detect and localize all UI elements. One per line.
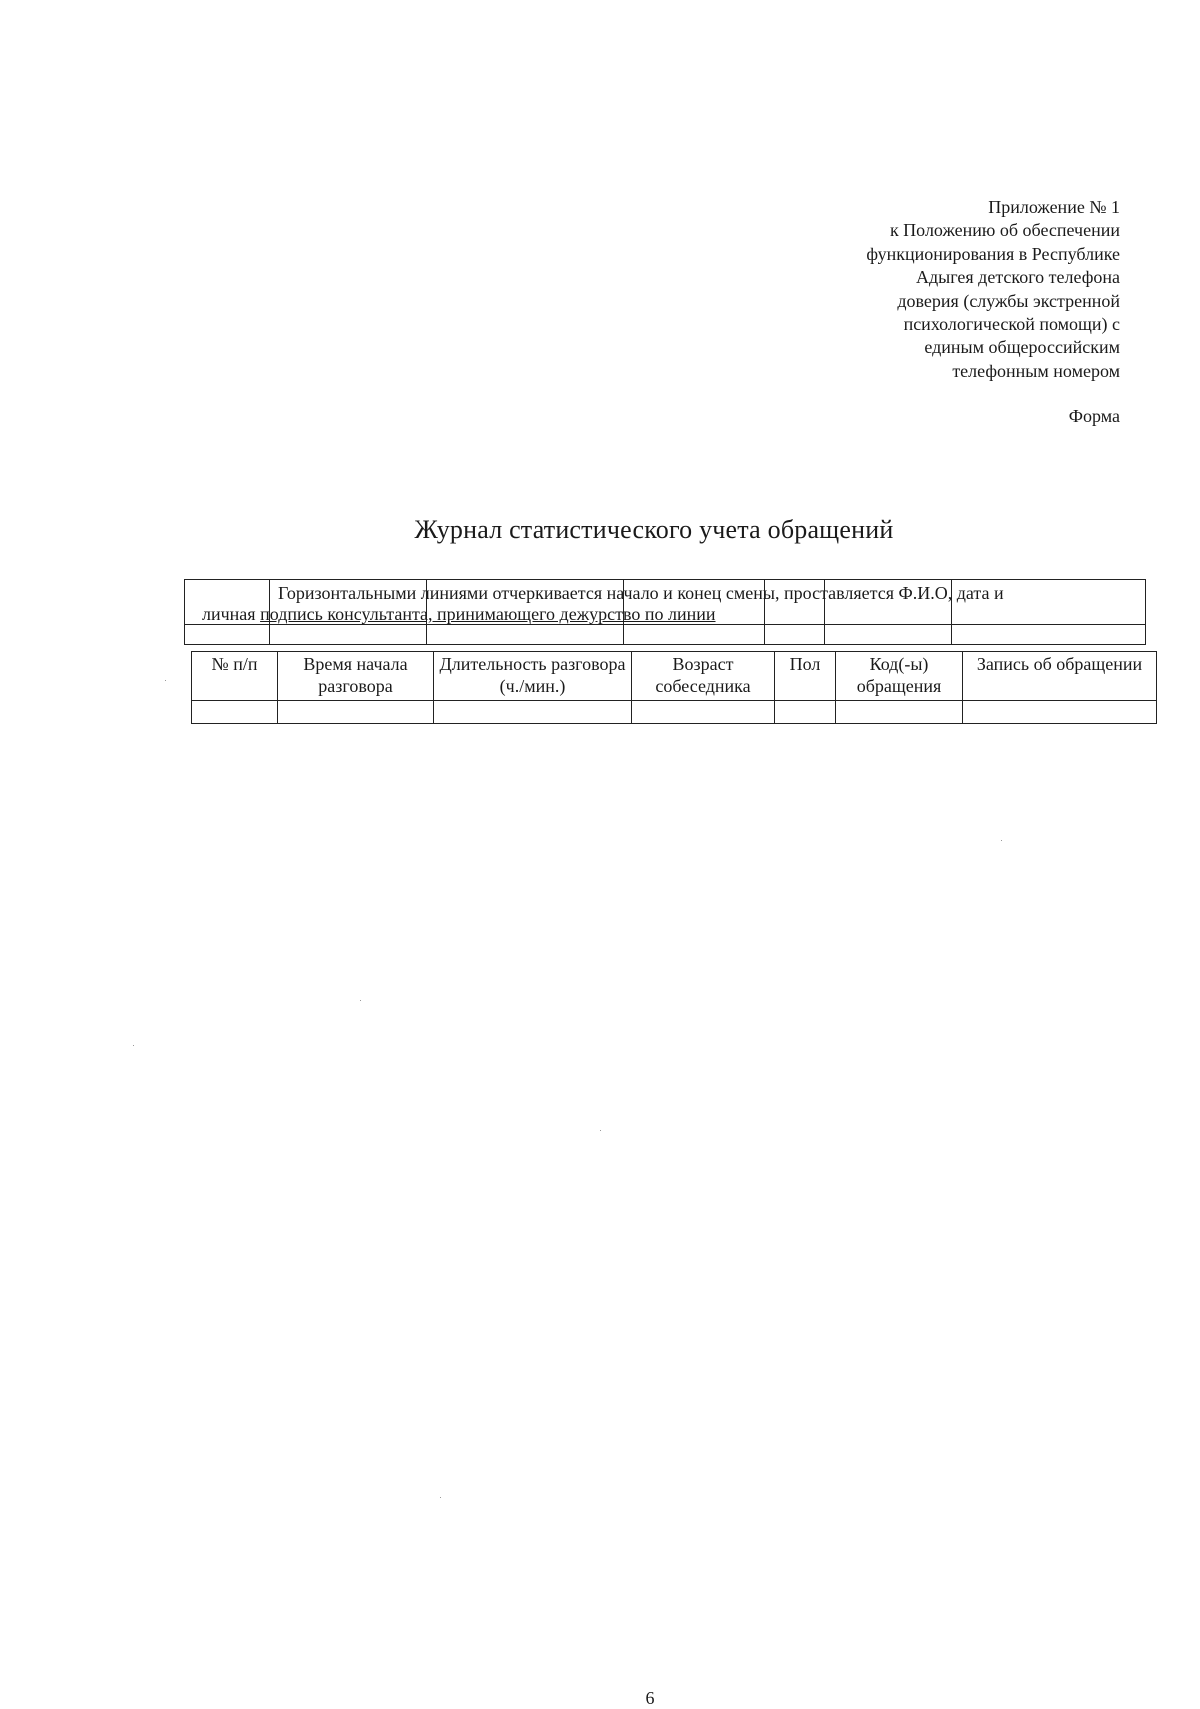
appendix-line: к Положению об обеспечении <box>889 220 1120 241</box>
table-cell <box>192 701 278 724</box>
appendix-line: Приложение № 1 <box>988 197 1120 217</box>
table-cell <box>775 701 836 724</box>
column-header: Длительность разговора (ч./мин.) <box>434 652 632 701</box>
appendix-line: Адыгея детского телефона <box>916 267 1120 288</box>
table-header-row <box>192 652 1157 701</box>
column-header: Пол <box>775 652 836 701</box>
column-header: Запись об обращении <box>963 652 1157 701</box>
table-cell <box>632 701 775 724</box>
page-number: 6 <box>645 1688 655 1708</box>
shift-note-table <box>184 579 1146 645</box>
appendix-line: психологической помощи) с <box>903 314 1120 335</box>
call-log-table <box>191 651 1157 724</box>
appendix-line: доверия (службы экстренной <box>897 290 1120 311</box>
scan-speck <box>1001 840 1002 841</box>
column-header: Время начала разговора <box>278 652 434 701</box>
scan-speck <box>600 1130 601 1131</box>
scan-speck <box>440 1497 441 1498</box>
appendix-line: функционирования в Республике <box>866 243 1120 264</box>
column-header: № п/п <box>192 652 278 701</box>
table-row <box>192 701 1157 724</box>
table-cell <box>278 701 434 724</box>
shift-note-word: личная <box>202 604 256 624</box>
column-header: Возраст собеседника <box>632 652 775 701</box>
shift-note-underlined: подпись консультанта, принимающего дежурство по линии <box>260 604 716 624</box>
column-header: Код(-ы) обращения <box>836 652 963 701</box>
table-cell <box>836 701 963 724</box>
appendix-line: телефонным номером <box>952 360 1120 381</box>
appendix-line: единым общероссийским <box>924 337 1120 358</box>
shift-note-text <box>185 583 1145 625</box>
table-cell <box>434 701 632 724</box>
shift-note-line <box>185 604 1145 625</box>
scan-speck <box>133 1045 134 1046</box>
scan-speck <box>360 1000 361 1001</box>
scan-speck <box>165 680 166 681</box>
form-label: Форма <box>1068 406 1120 426</box>
table-cell <box>963 701 1157 724</box>
document-title: Журнал статистического учета обращений <box>414 515 894 544</box>
appendix-note <box>866 196 1120 383</box>
shift-note-line: Горизонтальными линиями отчеркивается начало и конец смены, проставляется Ф.И.О, дата и <box>278 583 1004 603</box>
